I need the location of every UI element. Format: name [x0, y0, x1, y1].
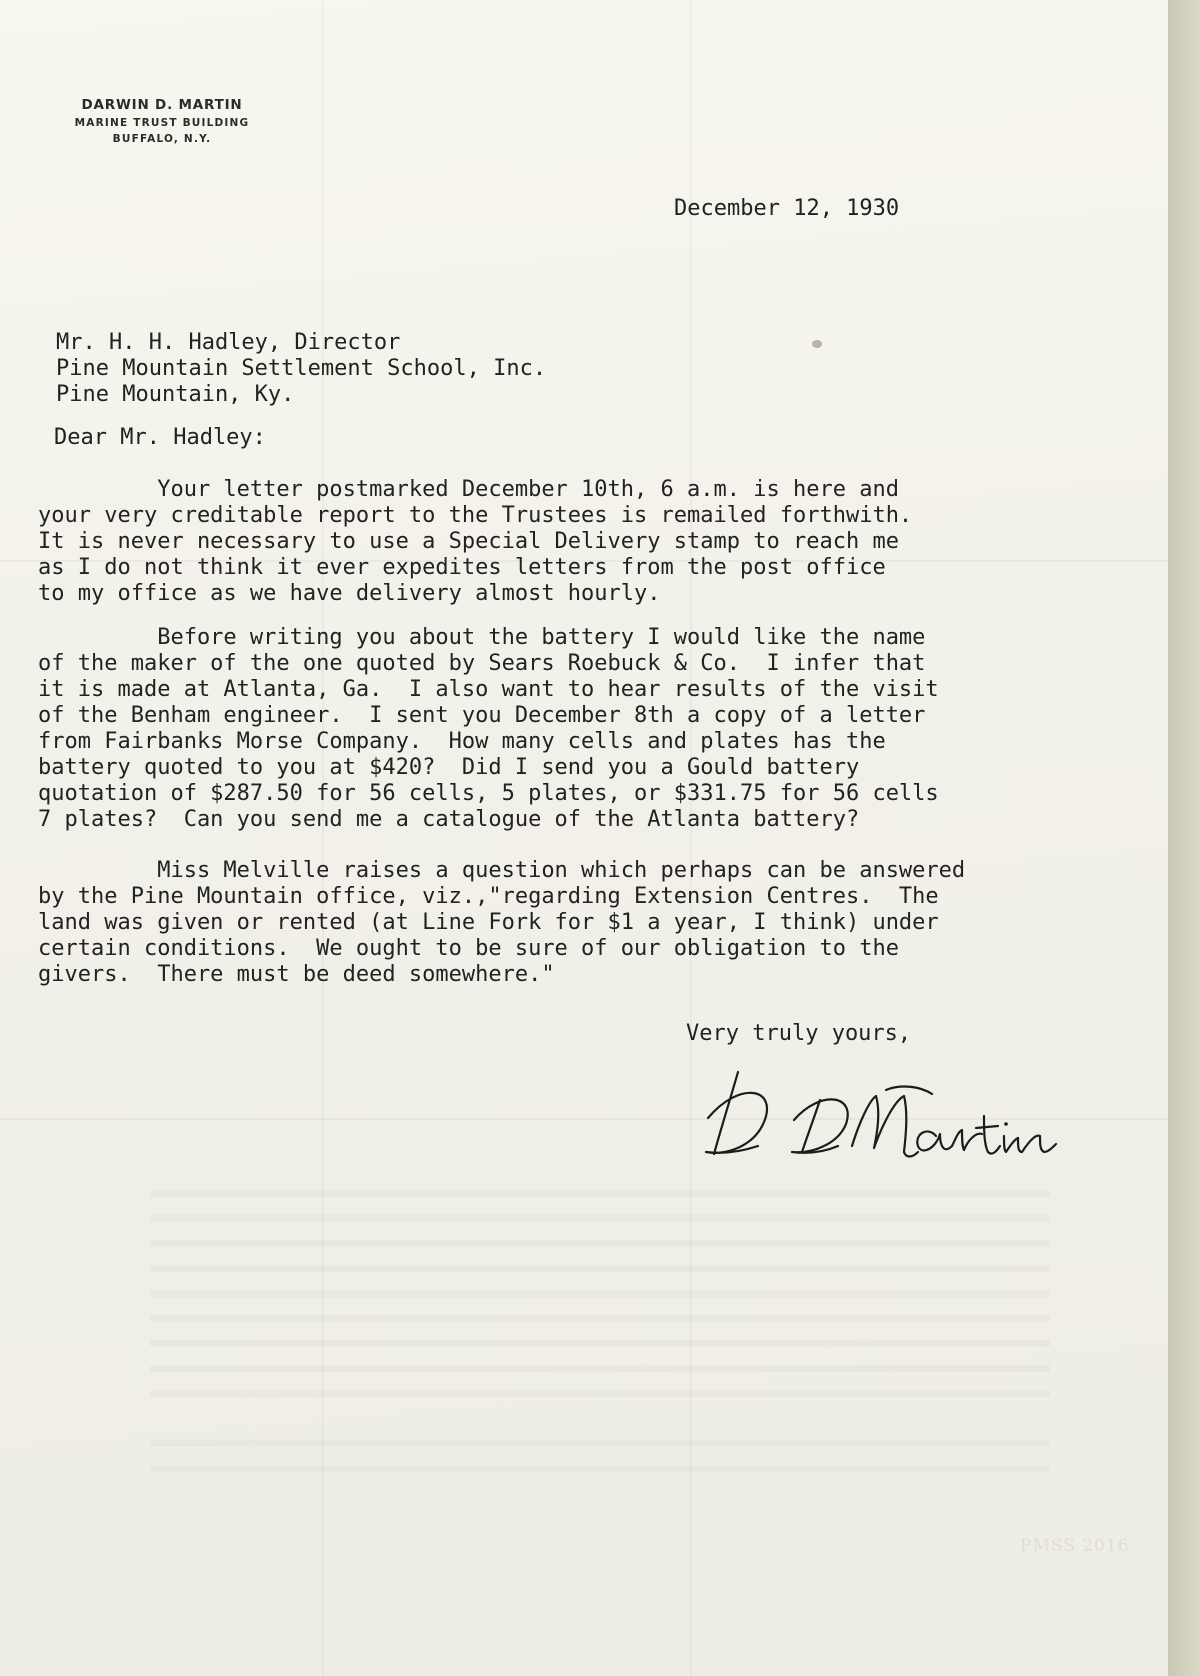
paragraph-line: as I do not think it ever expedites letters from the post office	[38, 555, 886, 580]
background-edge	[1168, 0, 1200, 1676]
paragraph-line: to my office as we have delivery almost hourly.	[38, 581, 661, 606]
body-paragraph-2	[38, 625, 1138, 833]
paper-fold-line	[322, 0, 324, 1676]
paragraph-line: from Fairbanks Morse Company. How many cells and plates has the	[38, 729, 886, 754]
paragraph-line: Your letter postmarked December 10th, 6 a.m. is here and	[38, 477, 899, 502]
bleed-through-text	[150, 1440, 1050, 1447]
salutation: Dear Mr. Hadley:	[54, 425, 266, 450]
handwritten-signature	[700, 1060, 1060, 1180]
letter-date: December 12, 1930	[674, 196, 900, 221]
letterhead-name: DARWIN D. MARTIN	[81, 97, 243, 113]
paper-fold-line	[690, 0, 692, 1676]
paper-hole	[812, 340, 822, 348]
body-paragraph-3	[38, 858, 1138, 988]
paragraph-line: land was given or rented (at Line Fork for $1 a year, I think) under	[38, 910, 939, 935]
bleed-through-text	[150, 1340, 1050, 1347]
body-paragraph-1	[38, 477, 1138, 607]
paragraph-line: your very creditable report to the Trustees is remailed forthwith.	[38, 503, 913, 528]
bleed-through-text	[150, 1315, 1050, 1322]
letterhead-building: MARINE TRUST BUILDING	[74, 117, 250, 129]
recipient-line-2: Pine Mountain Settlement School, Inc.	[56, 356, 547, 381]
bleed-through-text	[150, 1265, 1050, 1272]
paragraph-line: givers. There must be deed somewhere."	[38, 962, 555, 987]
paragraph-line: Miss Melville raises a question which perhaps can be answered	[38, 858, 966, 883]
letterhead-city: BUFFALO, N.Y.	[112, 133, 212, 145]
bleed-through-text	[150, 1465, 1050, 1472]
paragraph-line: It is never necessary to use a Special Delivery stamp to reach me	[38, 529, 899, 554]
paragraph-line: 7 plates? Can you send me a catalogue of the Atlanta battery?	[38, 807, 860, 832]
paragraph-line: battery quoted to you at $420? Did I send you a Gould battery	[38, 755, 860, 780]
paragraph-line: of the maker of the one quoted by Sears Roebuck & Co. I infer that	[38, 651, 926, 676]
bleed-through-text	[150, 1215, 1050, 1222]
recipient-line-3: Pine Mountain, Ky.	[56, 382, 295, 407]
paragraph-line: of the Benham engineer. I sent you December 8th a copy of a letter	[38, 703, 926, 728]
bleed-through-text	[150, 1290, 1050, 1297]
archive-watermark: PMSS 2016	[1020, 1536, 1130, 1556]
paragraph-line: Before writing you about the battery I would like the name	[38, 625, 926, 650]
recipient-address	[56, 330, 546, 408]
paragraph-line: certain conditions. We ought to be sure of our obligation to the	[38, 936, 899, 961]
bleed-through-text	[150, 1240, 1050, 1247]
bleed-through-text	[150, 1365, 1050, 1372]
bleed-through-text	[150, 1190, 1050, 1197]
paragraph-line: it is made at Atlanta, Ga. I also want to hear results of the visit	[38, 677, 939, 702]
paragraph-line: by the Pine Mountain office, viz.,"regarding Extension Centres. The	[38, 884, 939, 909]
letterhead	[52, 97, 272, 145]
bleed-through-text	[150, 1390, 1050, 1397]
paragraph-line: quotation of $287.50 for 56 cells, 5 plates, or $331.75 for 56 cells	[38, 781, 939, 806]
recipient-line-1: Mr. H. H. Hadley, Director	[56, 330, 401, 355]
closing: Very truly yours,	[686, 1021, 912, 1046]
